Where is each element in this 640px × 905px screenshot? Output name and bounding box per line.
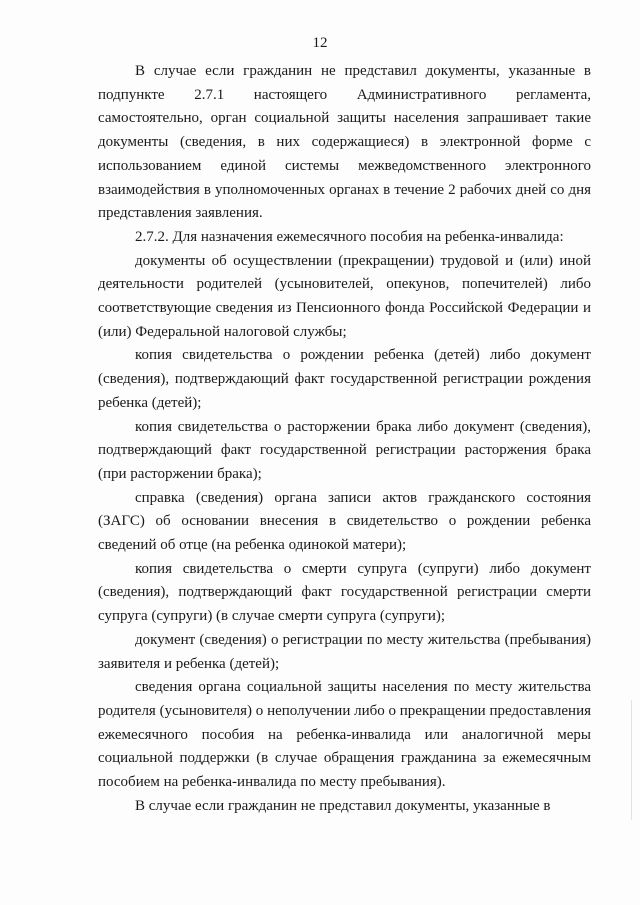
scan-edge-line xyxy=(631,700,632,820)
list-item-death-certificate: копия свидетельства о смерти супруга (супруги) либо документ (сведения), подтверждающий факт государственной регистрации смерти супруга (супруги) (в случае смерти супруга (супруги); xyxy=(98,560,591,625)
list-item-social-protection-info: сведения органа социальной защиты населения по месту жительства родителя (усыновителя) о неполучении либо о прекращении предоставления ежемесячного пособия на ребенка-инвалида или аналогичной меры социальной поддержки (в случае обращения гражданина за ежемесячным пособием на ребенка-инвалида по месту пребывания). xyxy=(98,679,591,791)
list-item-birth-certificate: копия свидетельства о рождении ребенка (детей) либо документ (сведения), подтверждающий факт государственной регистрации рождения ребенка (детей); xyxy=(98,347,591,411)
section-heading-2-7-2: 2.7.2. Для назначения ежемесячного пособия на ребенка-инвалида: xyxy=(135,228,564,245)
document-body xyxy=(98,60,591,819)
paragraph-request-documents-continued: В случае если гражданин не представил документы, указанные в xyxy=(135,797,551,814)
list-item-employment-documents: документы об осуществлении (прекращении) трудовой и (или) иной деятельности родителей (усыновителей, опекунов, попечителей) либо соответствующие сведения из Пенсионного фонда Российской Федерации и (или) Федеральной налоговой службы; xyxy=(98,252,591,340)
list-item-residence-registration: документ (сведения) о регистрации по месту жительства (пребывания) заявителя и ребенка (детей); xyxy=(98,631,591,672)
list-item-divorce-certificate: копия свидетельства о расторжении брака либо документ (сведения), подтверждающий факт государственной регистрации расторжения брака (при расторжении брака); xyxy=(98,418,591,482)
list-item-zags-certificate: справка (сведения) органа записи актов гражданского состояния (ЗАГС) об основании внесения в свидетельство о рождении ребенка сведений об отце (на ребенка одинокой матери); xyxy=(98,489,591,554)
page-number: 12 xyxy=(312,35,328,51)
paragraph-request-documents-2-7-1: В случае если гражданин не представил документы, указанные в подпункте 2.7.1 настоящего Административного регламента, самостоятельно, орган социальной защиты населения запрашивает такие документы (сведения, в них содержащиеся) в электронной форме с использованием единой системы межведомственного электронного взаимодействия в уполномоченных органах в течение 2 рабочих дней со дня представления заявления. xyxy=(98,63,591,222)
